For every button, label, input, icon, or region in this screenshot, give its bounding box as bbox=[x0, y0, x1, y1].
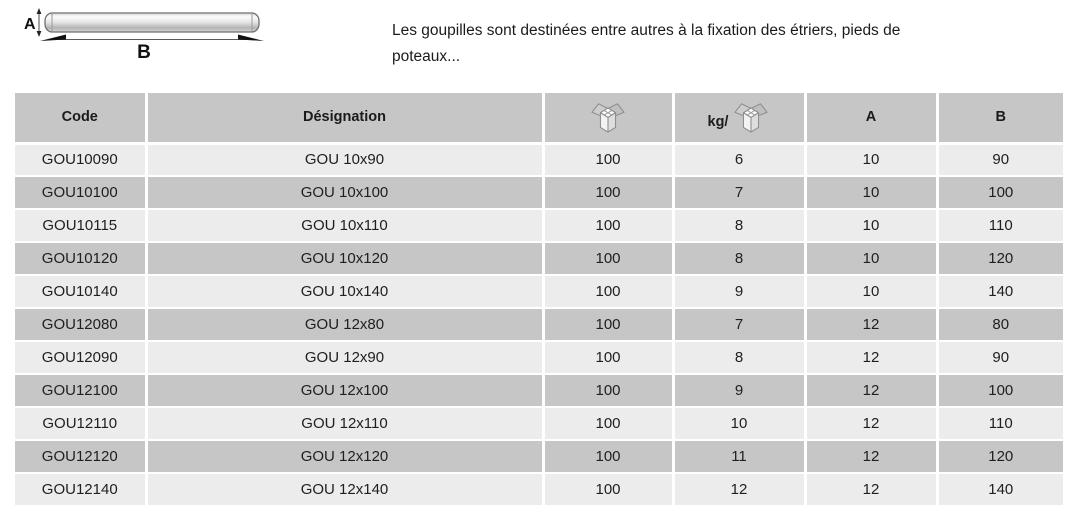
cell-code: GOU12080 bbox=[15, 308, 146, 341]
cell-b: 80 bbox=[937, 308, 1063, 341]
header-code: Code bbox=[15, 93, 146, 143]
table-row bbox=[15, 242, 1063, 275]
cell-kg-per-box: 9 bbox=[673, 275, 805, 308]
cell-code: GOU12120 bbox=[15, 440, 146, 473]
cell-kg-per-box: 8 bbox=[673, 341, 805, 374]
cell-b: 120 bbox=[937, 242, 1063, 275]
cell-kg-per-box: 7 bbox=[673, 176, 805, 209]
cell-designation: GOU 10x90 bbox=[146, 143, 543, 176]
cell-code: GOU10120 bbox=[15, 242, 146, 275]
svg-text:A: A bbox=[24, 16, 36, 33]
cell-qty-per-box: 100 bbox=[543, 407, 673, 440]
header-a: A bbox=[805, 93, 937, 143]
cell-a: 12 bbox=[805, 341, 937, 374]
cell-kg-per-box: 8 bbox=[673, 209, 805, 242]
cell-a: 12 bbox=[805, 440, 937, 473]
table-body bbox=[15, 143, 1063, 506]
cell-a: 10 bbox=[805, 209, 937, 242]
cell-designation: GOU 12x120 bbox=[146, 440, 543, 473]
cell-b: 100 bbox=[937, 176, 1063, 209]
cell-a: 10 bbox=[805, 275, 937, 308]
svg-text:B: B bbox=[137, 42, 151, 62]
cell-kg-per-box: 8 bbox=[673, 242, 805, 275]
cell-a: 12 bbox=[805, 407, 937, 440]
cell-designation: GOU 10x110 bbox=[146, 209, 543, 242]
table-header bbox=[15, 93, 1063, 143]
cell-b: 110 bbox=[937, 407, 1063, 440]
table-row bbox=[15, 275, 1063, 308]
cell-b: 120 bbox=[937, 440, 1063, 473]
header-row bbox=[15, 93, 1063, 143]
cell-b: 90 bbox=[937, 341, 1063, 374]
table-row bbox=[15, 176, 1063, 209]
cell-b: 110 bbox=[937, 209, 1063, 242]
product-table bbox=[15, 93, 1063, 507]
carton-icon bbox=[589, 100, 627, 134]
cell-qty-per-box: 100 bbox=[543, 209, 673, 242]
cell-code: GOU12140 bbox=[15, 473, 146, 506]
cell-code: GOU10100 bbox=[15, 176, 146, 209]
cell-qty-per-box: 100 bbox=[543, 440, 673, 473]
cell-qty-per-box: 100 bbox=[543, 473, 673, 506]
dimension-b bbox=[40, 35, 264, 63]
cell-b: 140 bbox=[937, 275, 1063, 308]
carton-icon bbox=[732, 100, 770, 134]
product-description: Les goupilles sont destinées entre autres à la fixation des étriers, pieds de poteaux... bbox=[392, 22, 901, 65]
table-row bbox=[15, 143, 1063, 176]
pin-body bbox=[45, 13, 259, 32]
cell-code: GOU12110 bbox=[15, 407, 146, 440]
cell-a: 12 bbox=[805, 308, 937, 341]
cell-code: GOU10140 bbox=[15, 275, 146, 308]
cell-kg-per-box: 12 bbox=[673, 473, 805, 506]
cell-designation: GOU 10x100 bbox=[146, 176, 543, 209]
pin-technical-drawing bbox=[22, 2, 274, 62]
cell-designation: GOU 12x90 bbox=[146, 341, 543, 374]
cell-qty-per-box: 100 bbox=[543, 275, 673, 308]
header-qty-per-box bbox=[543, 93, 673, 143]
cell-a: 12 bbox=[805, 374, 937, 407]
table-row bbox=[15, 374, 1063, 407]
cell-kg-per-box: 9 bbox=[673, 374, 805, 407]
cell-kg-per-box: 10 bbox=[673, 407, 805, 440]
cell-qty-per-box: 100 bbox=[543, 242, 673, 275]
cell-code: GOU10090 bbox=[15, 143, 146, 176]
cell-b: 140 bbox=[937, 473, 1063, 506]
cell-qty-per-box: 100 bbox=[543, 374, 673, 407]
cell-a: 10 bbox=[805, 176, 937, 209]
cell-qty-per-box: 100 bbox=[543, 176, 673, 209]
cell-qty-per-box: 100 bbox=[543, 143, 673, 176]
cell-designation: GOU 12x100 bbox=[146, 374, 543, 407]
cell-kg-per-box: 6 bbox=[673, 143, 805, 176]
cell-designation: GOU 10x120 bbox=[146, 242, 543, 275]
cell-a: 10 bbox=[805, 143, 937, 176]
cell-a: 10 bbox=[805, 242, 937, 275]
table-row bbox=[15, 407, 1063, 440]
table-row bbox=[15, 341, 1063, 374]
cell-designation: GOU 10x140 bbox=[146, 275, 543, 308]
cell-designation: GOU 12x140 bbox=[146, 473, 543, 506]
cell-qty-per-box: 100 bbox=[543, 341, 673, 374]
table-row bbox=[15, 473, 1063, 506]
cell-kg-per-box: 7 bbox=[673, 308, 805, 341]
cell-b: 90 bbox=[937, 143, 1063, 176]
header-designation: Désignation bbox=[146, 93, 543, 143]
table-row bbox=[15, 308, 1063, 341]
table-row bbox=[15, 209, 1063, 242]
kg-per-box-label: kg/ bbox=[707, 114, 729, 131]
cell-code: GOU12090 bbox=[15, 341, 146, 374]
table-row bbox=[15, 440, 1063, 473]
cell-qty-per-box: 100 bbox=[543, 308, 673, 341]
cell-designation: GOU 12x110 bbox=[146, 407, 543, 440]
cell-code: GOU10115 bbox=[15, 209, 146, 242]
header-b: B bbox=[937, 93, 1063, 143]
cell-designation: GOU 12x80 bbox=[146, 308, 543, 341]
header-kg-per-box bbox=[673, 93, 805, 143]
dimension-a bbox=[24, 8, 41, 37]
cell-code: GOU12100 bbox=[15, 374, 146, 407]
cell-b: 100 bbox=[937, 374, 1063, 407]
cell-kg-per-box: 11 bbox=[673, 440, 805, 473]
cell-a: 12 bbox=[805, 473, 937, 506]
